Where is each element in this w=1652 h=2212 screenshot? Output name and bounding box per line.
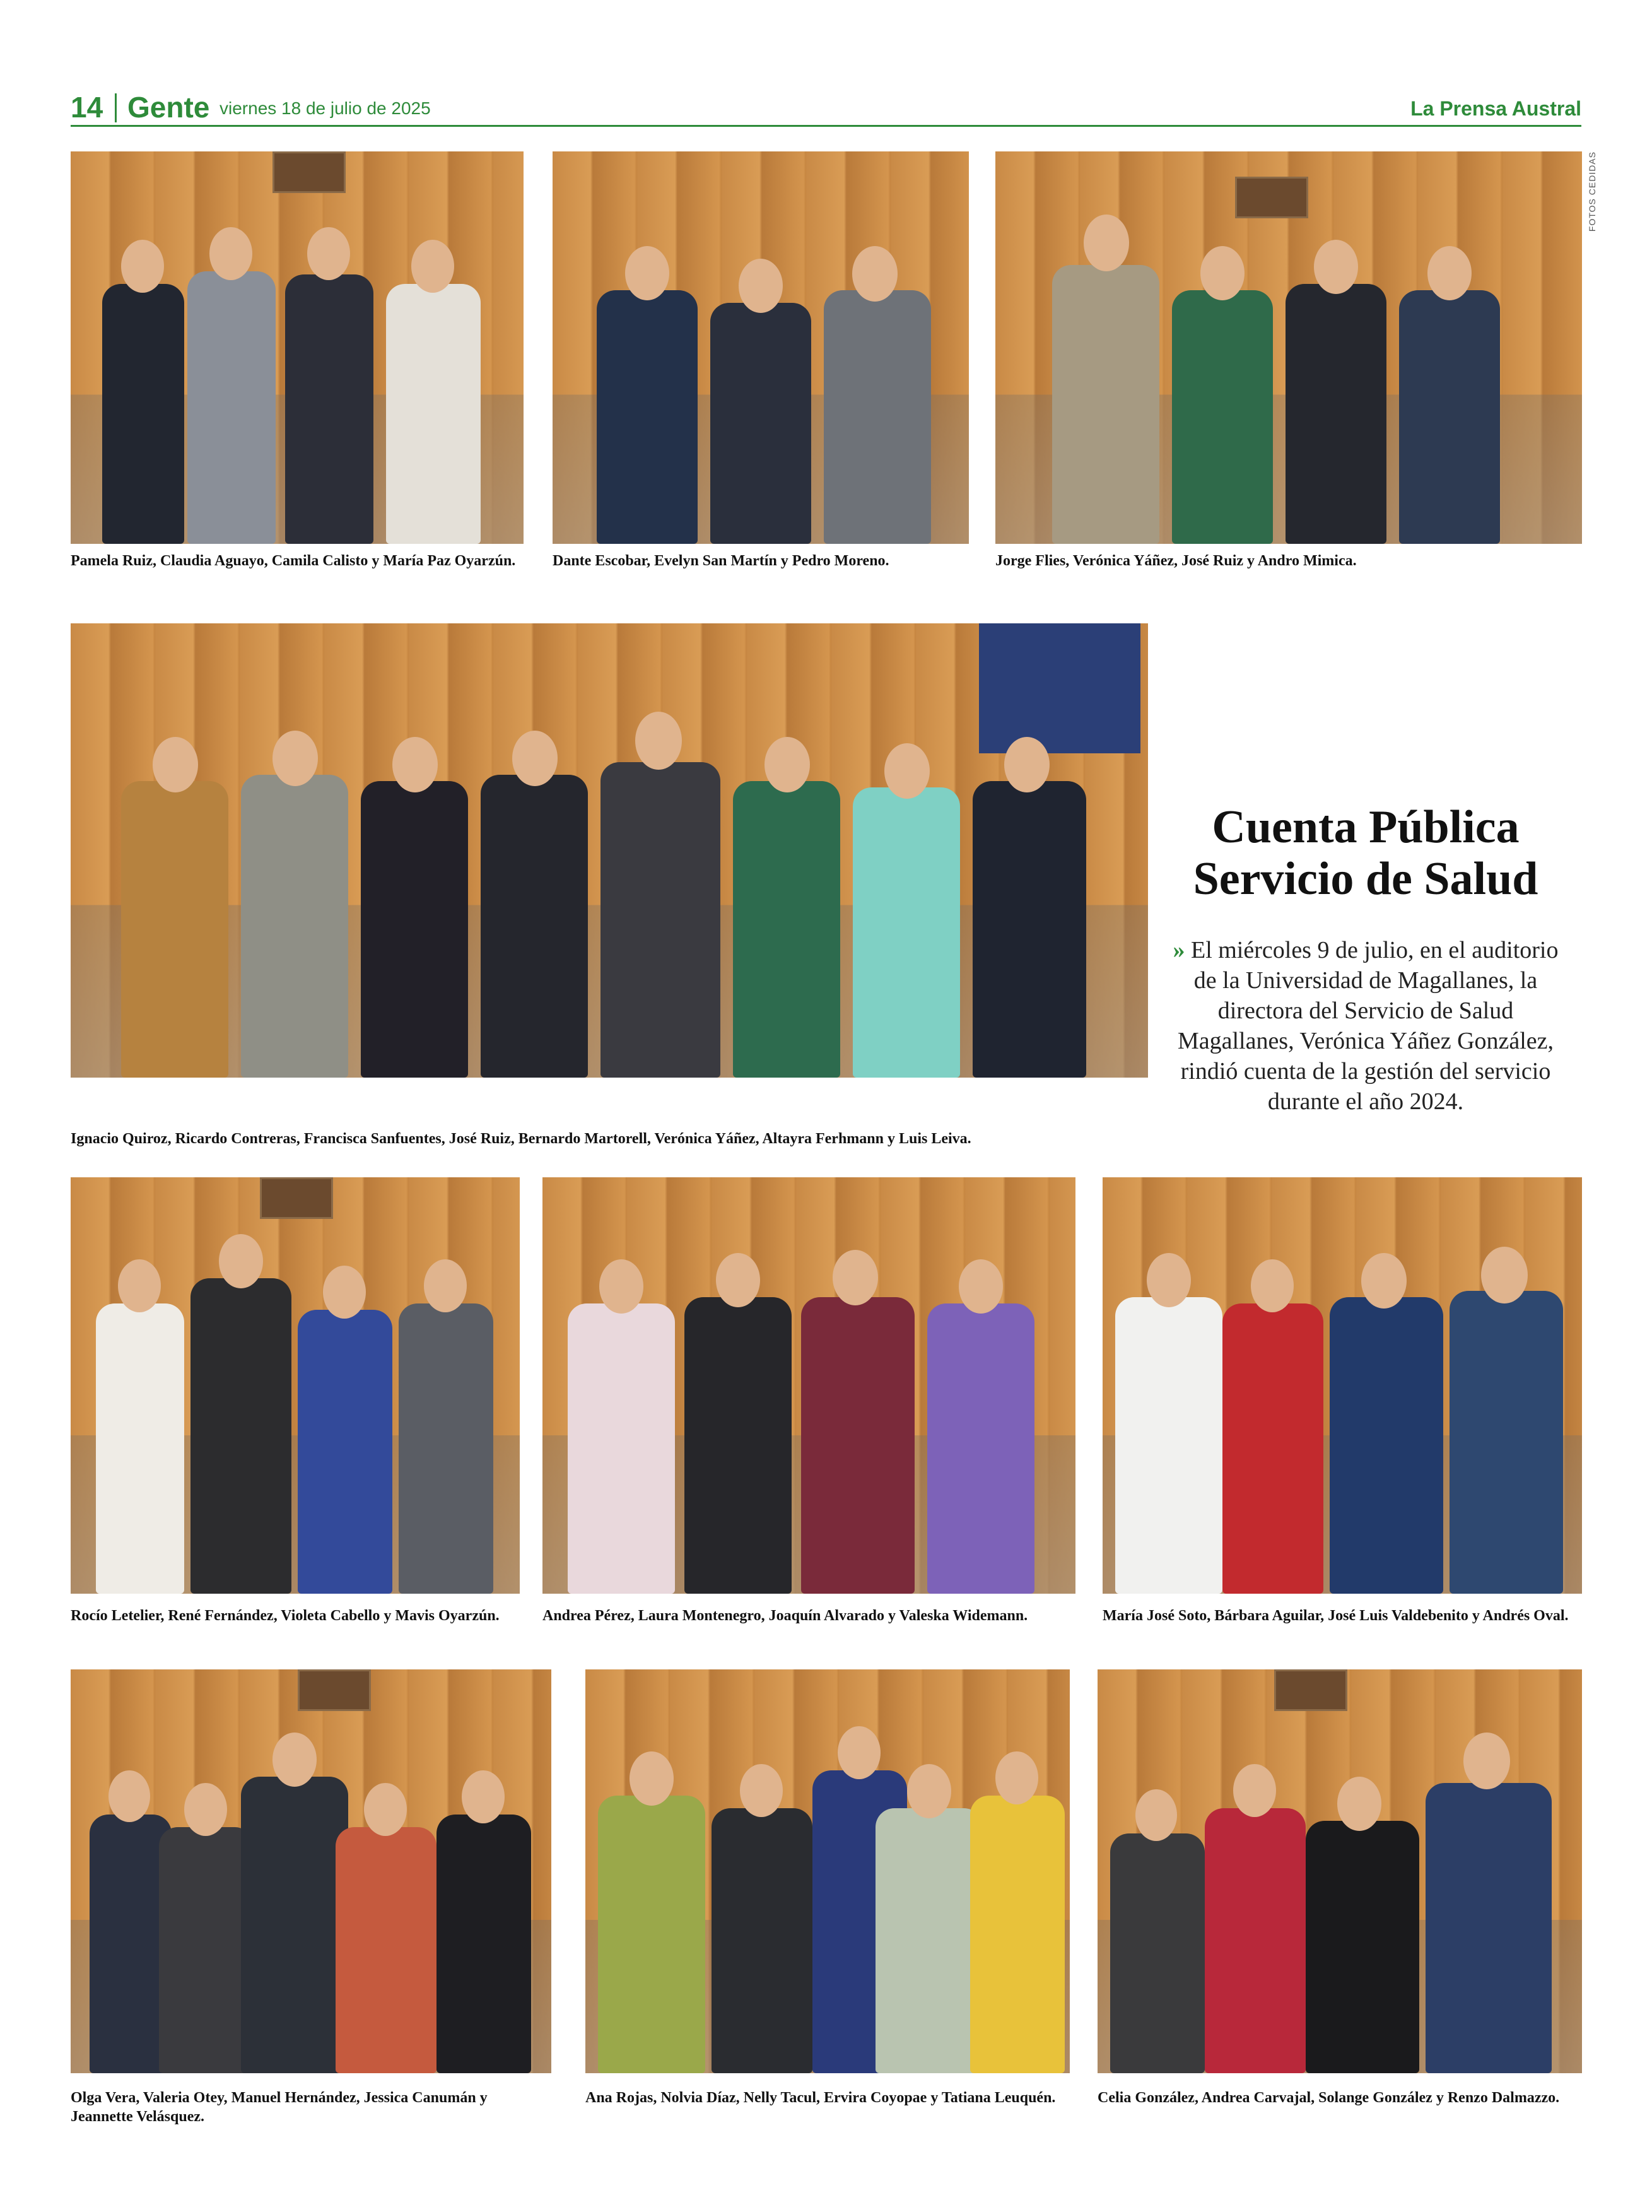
person-figure [597, 290, 698, 544]
person-head [995, 1751, 1038, 1804]
person-head [838, 1726, 881, 1779]
person-figure [1399, 290, 1500, 544]
person-head [462, 1770, 505, 1823]
person-head [630, 1751, 674, 1806]
page-number: 14 [71, 91, 103, 124]
person-head [184, 1783, 227, 1836]
photo-4-caption: Ignacio Quiroz, Ricardo Contreras, Francisca Sanfuentes, José Ruiz, Bernardo Martorell, Verónica Yáñez, Altayra Ferhmann y Luis Leiva. [71, 1131, 971, 1147]
person-head [764, 737, 810, 792]
person-head [411, 240, 454, 293]
person-figure [801, 1297, 915, 1594]
photo-7 [1103, 1177, 1582, 1594]
person-figure [436, 1815, 531, 2073]
person-head [1427, 246, 1472, 300]
person-figure [336, 1827, 436, 2073]
person-figure [190, 1278, 291, 1594]
person-head [635, 712, 682, 770]
person-figure [121, 781, 228, 1078]
person-figure [684, 1297, 792, 1594]
person-figure [970, 1796, 1065, 2073]
photo-6 [542, 1177, 1075, 1594]
person-figure [733, 781, 840, 1078]
photo-7-caption: María José Soto, Bárbara Aguilar, José Luis Valdebenito y Andrés Oval. [1103, 1608, 1569, 1624]
person-head [1463, 1733, 1510, 1789]
photo-1 [71, 151, 524, 544]
wall-plaque [260, 1177, 333, 1219]
person-figure [285, 274, 373, 544]
newspaper-name: La Prensa Austral [1410, 97, 1581, 120]
person-figure [1052, 265, 1159, 544]
photo-10-caption: Celia González, Andrea Carvajal, Solange González y Renzo Dalmazzo. [1098, 2090, 1560, 2106]
person-figure [927, 1303, 1034, 1594]
person-head [392, 737, 438, 792]
person-head [108, 1770, 150, 1822]
photo-credit: FOTOS CEDIDAS [1587, 151, 1597, 232]
photo-1-caption: Pamela Ruiz, Claudia Aguayo, Camila Calisto y María Paz Oyarzún. [71, 553, 516, 569]
section-name: Gente [127, 91, 210, 124]
person-head [1084, 215, 1129, 271]
person-figure [1306, 1821, 1419, 2073]
article-lede [1170, 935, 1561, 1117]
person-head [716, 1253, 760, 1307]
lede-marker: » [1173, 937, 1185, 963]
person-figure [361, 781, 468, 1078]
person-figure [973, 781, 1086, 1078]
photo-2-caption: Dante Escobar, Evelyn San Martín y Pedro Moreno. [553, 553, 889, 569]
person-head [1314, 240, 1358, 294]
wall-plaque [272, 151, 346, 193]
person-figure [159, 1827, 254, 2073]
person-head [833, 1250, 878, 1305]
person-head [118, 1259, 161, 1312]
headline-line-2: Servicio de Salud [1193, 853, 1538, 905]
person-figure [1330, 1297, 1443, 1594]
person-head [740, 1764, 783, 1817]
person-figure [853, 787, 960, 1078]
person-figure [399, 1303, 493, 1594]
photo-3-caption: Jorge Flies, Verónica Yáñez, José Ruiz y Andro Mimica. [995, 553, 1357, 569]
person-figure [824, 290, 931, 544]
person-head [599, 1259, 643, 1314]
person-figure [386, 284, 481, 544]
publication-date: viernes 18 de julio de 2025 [220, 98, 431, 118]
photo-8 [71, 1669, 551, 2073]
person-figure [1205, 1808, 1306, 2073]
person-head [884, 743, 930, 799]
person-figure [1115, 1297, 1222, 1594]
person-head [852, 246, 898, 302]
person-figure [298, 1310, 392, 1594]
person-head [364, 1783, 407, 1836]
photo-3 [995, 151, 1582, 544]
photo-5 [71, 1177, 520, 1594]
person-head [272, 731, 318, 786]
photo-9-caption: Ana Rojas, Nolvia Díaz, Nelly Tacul, Ervira Coyopae y Tatiana Leuquén. [585, 2090, 1056, 2106]
header-divider [115, 93, 117, 122]
person-head [1481, 1247, 1528, 1303]
person-head [1200, 246, 1245, 300]
photo-5-caption: Rocío Letelier, René Fernández, Violeta Cabello y Mavis Oyarzún. [71, 1608, 500, 1624]
person-figure [1426, 1783, 1552, 2073]
person-figure [1450, 1291, 1563, 1594]
person-head [739, 259, 783, 313]
person-head [1135, 1789, 1177, 1841]
person-head [1361, 1253, 1407, 1309]
person-head [307, 227, 350, 280]
person-head [424, 1259, 467, 1312]
wall-plaque [1235, 177, 1308, 218]
person-figure [1286, 284, 1386, 544]
page-header [71, 88, 1581, 126]
article-headline [1167, 801, 1564, 905]
person-figure [241, 775, 348, 1078]
photo-10 [1098, 1669, 1582, 2073]
person-figure [568, 1303, 675, 1594]
person-head [625, 246, 669, 300]
person-figure [712, 1808, 812, 2073]
lede-text: El miércoles 9 de julio, en el auditorio de la Universidad de Magallanes, la directora del Servicio de Salud Magallanes, Verónica Yáñez González, rindió cuenta de la gestión del servicio durante el año 2024. [1177, 937, 1559, 1115]
person-head [959, 1259, 1003, 1314]
person-figure [876, 1808, 983, 2073]
person-head [1233, 1764, 1276, 1817]
person-head [1004, 737, 1050, 792]
person-head [1337, 1777, 1381, 1831]
person-head [907, 1764, 951, 1818]
photo-2 [553, 151, 969, 544]
wall-plaque [1274, 1669, 1347, 1711]
header-rule [71, 125, 1581, 127]
person-figure [1172, 290, 1273, 544]
person-figure [600, 762, 720, 1078]
person-figure [1110, 1833, 1205, 2073]
person-head [153, 737, 198, 792]
photo-6-caption: Andrea Pérez, Laura Montenegro, Joaquín Alvarado y Valeska Widemann. [542, 1608, 1028, 1624]
person-head [219, 1234, 263, 1288]
person-figure [241, 1777, 348, 2073]
photo-4 [71, 623, 1148, 1078]
person-head [121, 240, 164, 293]
person-head [323, 1266, 366, 1319]
photo-8-caption: Olga Vera, Valeria Otey, Manuel Hernández, Jessica Canumán y Jeannette Velásquez. [71, 2090, 488, 2125]
person-figure [102, 284, 184, 544]
wall-plaque [298, 1669, 371, 1711]
person-head [1251, 1259, 1294, 1312]
person-figure [598, 1796, 705, 2073]
person-head [272, 1733, 317, 1787]
person-figure [1222, 1303, 1323, 1594]
person-head [1147, 1253, 1191, 1307]
photo-9 [585, 1669, 1070, 2073]
person-figure [96, 1303, 184, 1594]
person-figure [187, 271, 276, 544]
person-figure [481, 775, 588, 1078]
person-figure [710, 303, 811, 544]
screen-banner [979, 623, 1140, 753]
person-head [512, 731, 558, 786]
person-head [209, 227, 252, 280]
headline-line-1: Cuenta Pública [1212, 801, 1520, 853]
